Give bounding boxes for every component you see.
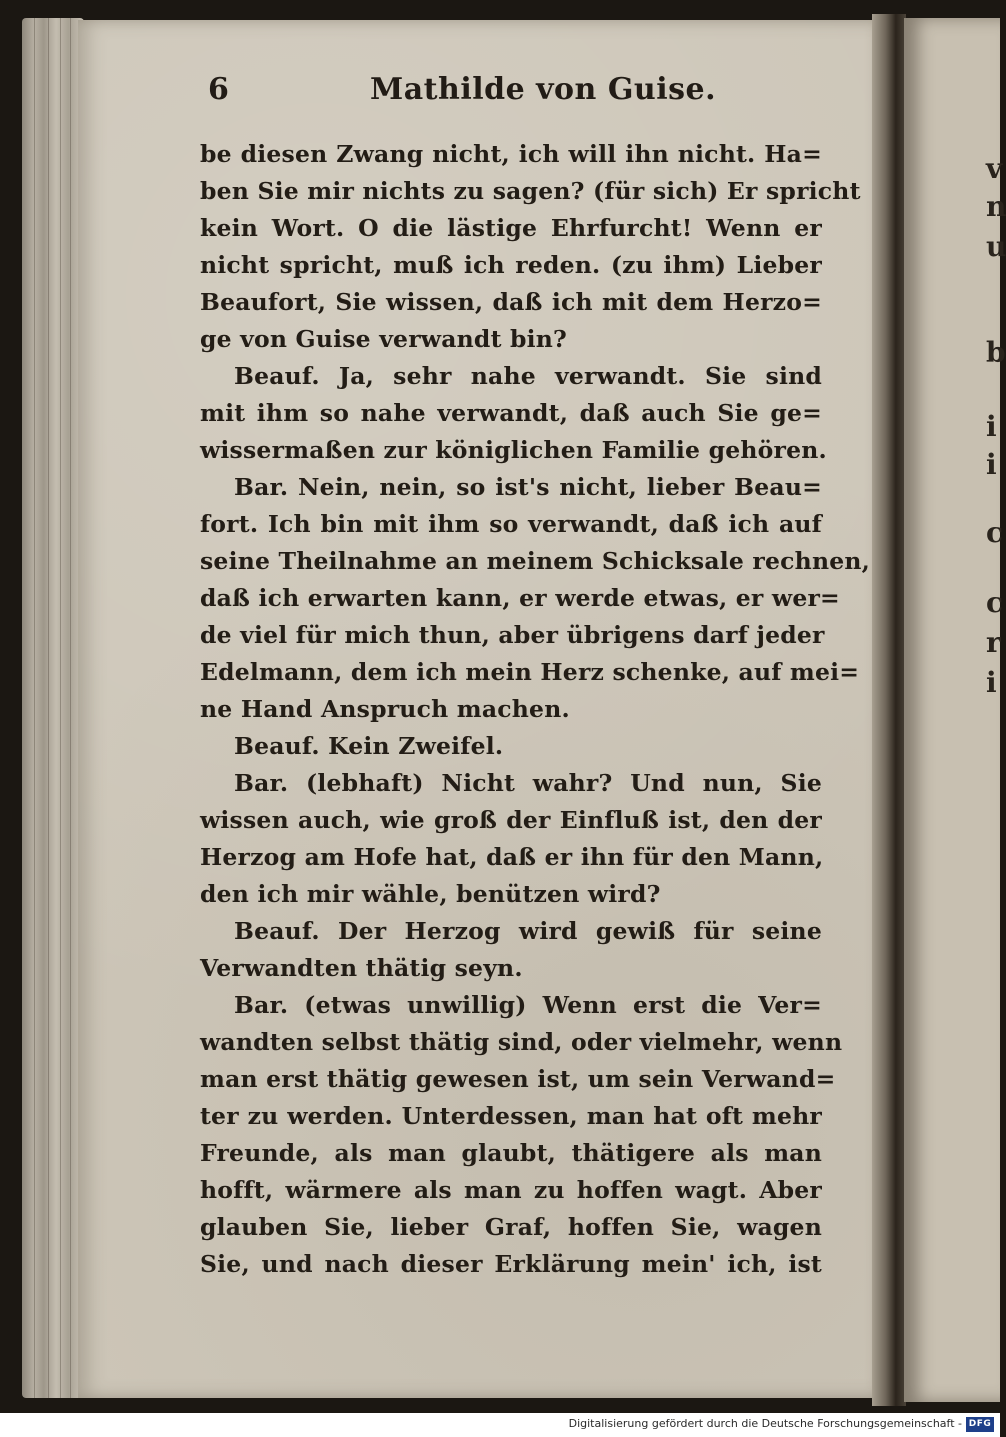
page-edge-line	[60, 18, 61, 1398]
facing-page-fragment: b	[986, 336, 1006, 369]
page-edge-line	[48, 18, 49, 1398]
running-header	[200, 72, 822, 116]
body-text	[200, 136, 871, 1283]
text-line: Beauf. Kein Zweifel.	[234, 732, 504, 760]
text-line: hofft, wärmere als man zu hoffen wagt. Aber	[200, 1176, 822, 1204]
text-line: fort. Ich bin mit ihm so verwandt, daß ich auf	[200, 510, 822, 538]
text-line: nicht spricht, muß ich reden. (zu ihm) Lieber	[200, 251, 822, 279]
text-line: ter zu werden. Unterdessen, man hat oft mehr	[200, 1102, 822, 1130]
text-line: ge von Guise verwandt bin?	[200, 325, 568, 353]
text-line: Bar. (etwas unwillig) Wenn erst die Ver=	[234, 991, 822, 1019]
facing-page-fragment: i	[986, 410, 997, 443]
facing-page-fragment: i	[986, 448, 997, 481]
facing-page-fragment: c	[986, 516, 1004, 549]
text-line: Sie, und nach dieser Erklärung mein' ich, ist	[200, 1250, 822, 1278]
text-line: wandten selbst thätig sind, oder vielmehr, wenn	[200, 1028, 843, 1056]
page-stack-edge	[22, 18, 84, 1398]
facing-page	[904, 18, 1006, 1402]
text-line: Bar. Nein, nein, so ist's nicht, lieber Beau=	[234, 473, 822, 501]
text-line: man erst thätig gewesen ist, um sein Verwand=	[200, 1065, 836, 1093]
page-header-title: Mathilde von Guise.	[370, 72, 717, 107]
facing-page-fragment: c	[986, 586, 1004, 619]
text-line: Bar. (lebhaft) Nicht wahr? Und nun, Sie	[234, 769, 822, 797]
text-line: glauben Sie, lieber Graf, hoffen Sie, wagen	[200, 1213, 822, 1241]
text-line: Beauf. Der Herzog wird gewiß für seine	[234, 917, 822, 945]
text-line: Beaufort, Sie wissen, daß ich mit dem Herzo=	[200, 288, 822, 316]
facing-page-fragment: u	[986, 230, 1006, 263]
text-line: Freunde, als man glaubt, thätigere als man	[200, 1139, 822, 1167]
facing-page-fragment: i	[986, 666, 997, 699]
book-gutter	[872, 14, 906, 1406]
digitization-footer	[0, 1413, 1000, 1437]
dfg-logo: DFG	[966, 1417, 994, 1432]
text-line: de viel für mich thun, aber übrigens darf jeder	[200, 621, 825, 649]
text-line: Verwandten thätig seyn.	[200, 954, 523, 982]
footer-credit: Digitalisierung gefördert durch die Deutsche Forschungsgemeinschaft -	[568, 1417, 962, 1430]
text-line: daß ich erwarten kann, er werde etwas, er wer=	[200, 584, 840, 612]
facing-page-fragment: v	[986, 152, 1003, 185]
text-line: ben Sie mir nichts zu sagen? (für sich) Er spricht	[200, 177, 861, 205]
text-line: den ich mir wähle, benützen wird?	[200, 880, 661, 908]
text-line: mit ihm so nahe verwandt, daß auch Sie ge=	[200, 399, 822, 427]
text-line: wissen auch, wie groß der Einfluß ist, den der	[200, 806, 822, 834]
text-line: kein Wort. O die lästige Ehrfurcht! Wenn er	[200, 214, 822, 242]
text-line: Beauf. Ja, sehr nahe verwandt. Sie sind	[234, 362, 822, 390]
facing-page-fragment: n	[986, 190, 1006, 223]
text-line: wissermaßen zur königlichen Familie gehören.	[200, 436, 827, 464]
text-line: Herzog am Hofe hat, daß er ihn für den Mann,	[200, 843, 824, 871]
page-number: 6	[208, 72, 229, 107]
page-edge-line	[34, 18, 35, 1398]
facing-page-fragment: r	[986, 626, 1001, 659]
text-line: be diesen Zwang nicht, ich will ihn nicht. Ha=	[200, 140, 822, 168]
text-line: ne Hand Anspruch machen.	[200, 695, 570, 723]
text-line: Edelmann, dem ich mein Herz schenke, auf mei=	[200, 658, 860, 686]
text-line: seine Theilnahme an meinem Schicksale rechnen,	[200, 547, 871, 575]
page-edge-line	[70, 18, 71, 1398]
